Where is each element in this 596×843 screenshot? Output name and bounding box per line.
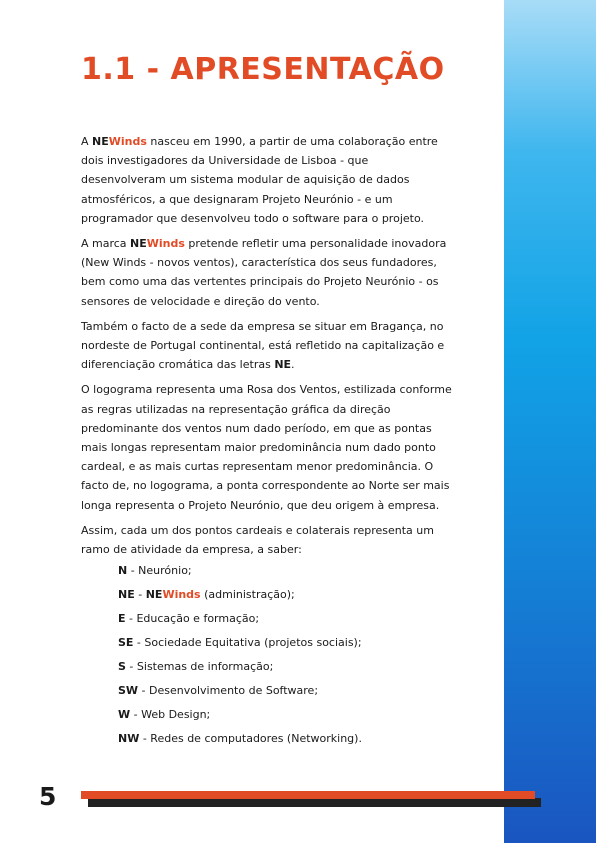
list-item [118, 707, 362, 723]
list-item [118, 635, 362, 651]
list-item-text: - Sociedade Equitativa (projetos sociais); [133, 636, 362, 649]
list-item-text: - Sistemas de informação; [125, 660, 274, 673]
list-item-suffix: (administração); [200, 588, 295, 601]
paragraph-5: Assim, cada um dos pontos cardeais e colaterais representa um ramo de atividade da empresa, a saber: [81, 523, 434, 557]
paragraph-2-rest: pretende refletir uma personalidade inovadora (New Winds - novos ventos), característica dos seus fundadores, bem como uma das vertentes principais do Projeto Neurónio - os sensores de velocidade e direção do vento. [81, 237, 447, 308]
list-item-code: SW [118, 684, 139, 697]
list-item-code: NE [118, 588, 135, 601]
list-item-code: S [118, 660, 126, 673]
footer-bar-accent [81, 791, 535, 799]
paragraph-3 [81, 317, 453, 375]
list-item-code: E [118, 612, 126, 625]
list-item-code: W [118, 708, 131, 721]
list-item-code: SE [118, 636, 134, 649]
list-item-text: - Desenvolvimento de Software; [138, 684, 319, 697]
brand-ne: NE [130, 237, 147, 251]
list-item [118, 563, 362, 579]
page-title: 1.1 - APRESENTAÇÃO [81, 52, 445, 87]
list-item-text: - [134, 588, 146, 601]
list-item-code: NW [118, 732, 140, 745]
list-item [118, 659, 362, 675]
list-item-text: - Redes de computadores (Networking). [139, 732, 362, 745]
paragraph-1-lead: A [81, 135, 93, 148]
decorative-blue-band [504, 0, 596, 843]
brand-ne: NE [145, 588, 163, 601]
list-item [118, 611, 362, 627]
list-item-text: - Neurónio; [127, 564, 192, 577]
list-item [118, 731, 362, 747]
body-text [81, 132, 453, 565]
list-item-text: - Educação e formação; [125, 612, 260, 625]
brand-ne: NE [92, 135, 109, 148]
list-item-code: N [118, 564, 128, 577]
paragraph-1-rest: nasceu em 1990, a partir de uma colaboração entre dois investigadores da Universidade de Lisboa - que desenvolveram um sistema modular de aquisição de dados atmosféricos, a que designaram Projeto Neurónio - e um programador que desenvolveu todo o software para o projeto. [81, 135, 438, 225]
brand-ne: NE [274, 358, 292, 372]
list-item [118, 587, 362, 603]
footer-bar-shadow [88, 798, 541, 807]
list-item [118, 683, 362, 699]
page-number: 5 [39, 782, 57, 811]
paragraph-2 [81, 234, 453, 311]
brand-winds: Winds [108, 135, 147, 148]
paragraph-2-lead: A marca [81, 237, 131, 251]
activity-list [118, 563, 362, 755]
paragraph-1 [81, 132, 453, 228]
brand-winds: Winds [162, 588, 201, 601]
brand-winds: Winds [146, 237, 185, 251]
paragraph-3-rest: . [291, 358, 295, 372]
list-item-text: - Web Design; [130, 708, 211, 721]
paragraph-3-lead: Também o facto de a sede da empresa se situar em Bragança, no nordeste de Portugal continental, está refletido na capitalização e diferenciação cromática das letras [81, 319, 445, 372]
paragraph-4: O logograma representa uma Rosa dos Ventos, estilizada conforme as regras utilizadas na representação gráfica da direção predominante dos ventos num dado período, em que as pontas mais longas representam maior predominância num dado ponto cardeal, e as mais curtas representam menor predominância. O facto de, no logograma, a ponta correspondente ao Norte ser mais longa representa o Projeto Neurónio, que deu origem à empresa. [81, 383, 452, 512]
